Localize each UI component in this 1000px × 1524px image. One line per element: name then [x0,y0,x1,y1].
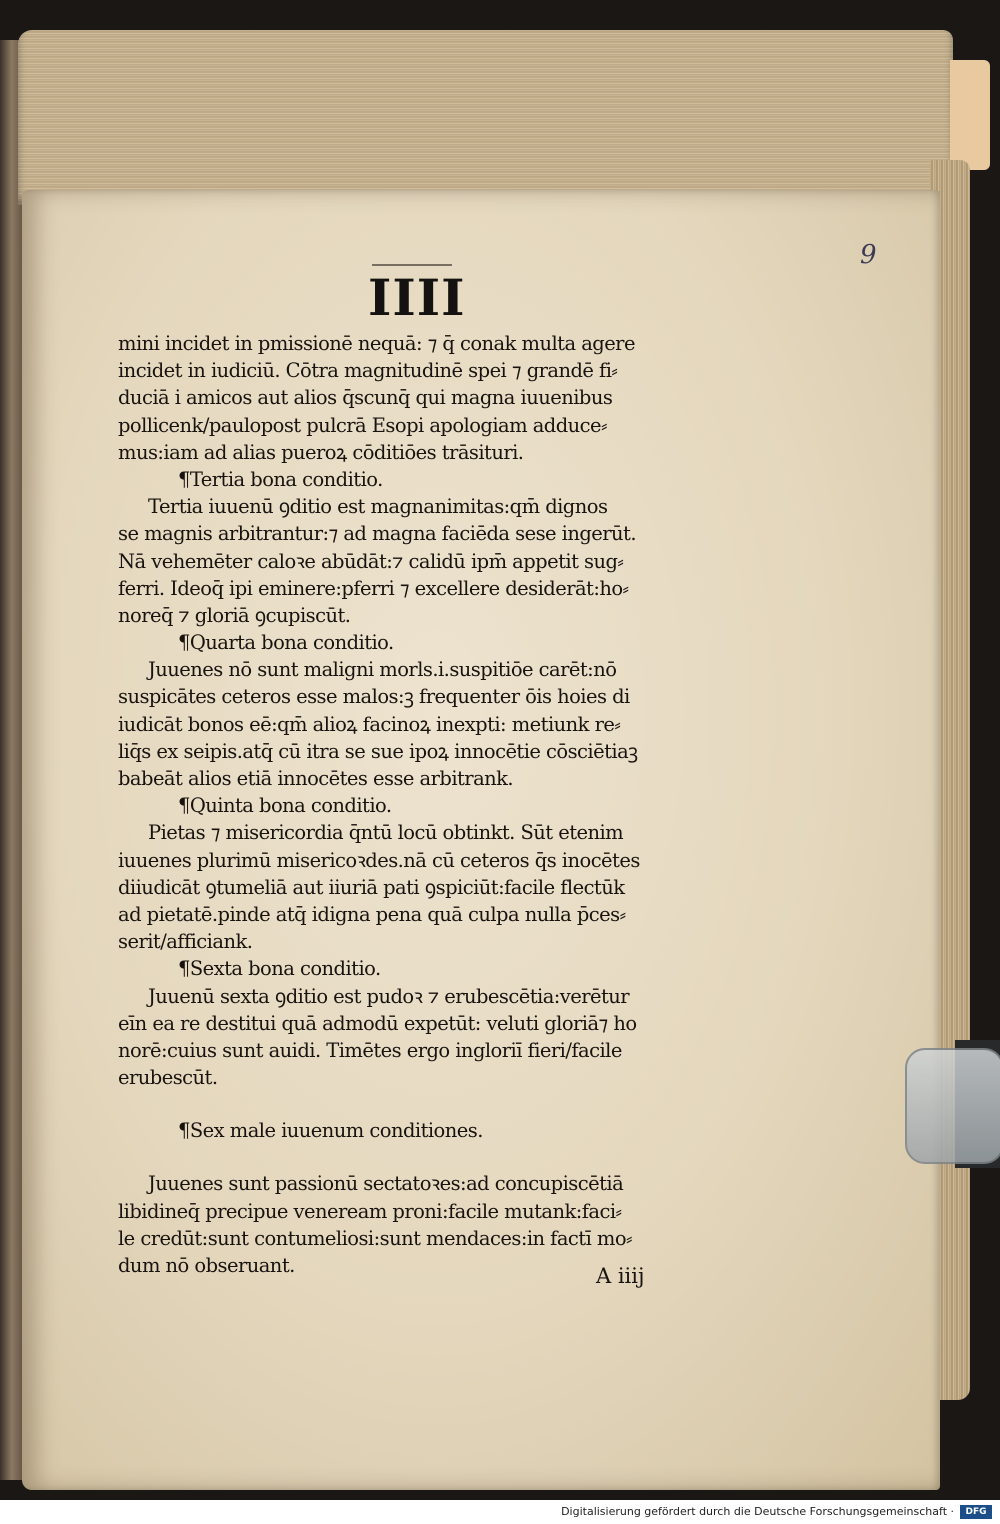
footer-credit: Digitalisierung gefördert durch die Deutsche Forschungsgemeinschaft · [561,1505,954,1518]
text-line: se magnis arbitrantur:⁊ ad magna faciēda sese ingerūt. [118,522,636,546]
page-headline: IIII [368,268,466,327]
text-line: mus:iam ad alias pueroꝝ cōditiōes trāsituri. [118,440,524,464]
text-line: noreq̄ ⁊ gloriā ꝯcupiscūt. [118,603,351,627]
paper-slip [950,60,990,170]
text-line: dum nō obseruant. [118,1254,295,1277]
section-heading: ¶Sexta bona conditio. [178,957,381,981]
text-line: pollicenk/paulopost pulcrā Esopi apologiam adduce⸗ [118,413,607,437]
text-line: babeāt alios etiā innocētes esse arbitrank. [118,767,514,790]
text-line: iudicāt bonos eē:qm̄ alioꝝ facinoꝝ inexpti: metiunk re⸗ [118,712,621,736]
text-line: Juuenū sexta ꝯditio est pudoꝛ ⁊ erubescētia:verētur [148,984,630,1008]
headline-rule [372,264,452,266]
dfg-logo: DFG [960,1505,992,1519]
body-text [118,330,718,1279]
signature-mark: A iiij [596,1264,645,1288]
text-line: Juuenes nō sunt maligni morls.i.suspitiōe carēt:nō [148,658,617,682]
text-line: ad pietatē.pinde atq̄ idigna pena quā culpa nulla p̄ces⸗ [118,902,626,926]
text-line: eīn ea re destitui quā admodū expetūt: veluti gloriā⁊ ho [118,1011,637,1035]
text-line: mini incidet in pmissionē nequā: ⁊ q̄ conak multa agere [118,332,635,355]
text-line: libidineq̄ precipue veneream proni:facile mutank:faci⸗ [118,1199,622,1223]
text-line: Nā vehemēter caloꝛe abūdāt:⁊ calidū ipm̄ appetit sug⸗ [118,549,624,573]
section-heading: ¶Quinta bona conditio. [178,794,392,818]
text-line: norē:cuius sunt auidi. Timētes ergo ingloriī fieri/facile [118,1038,622,1062]
text-line: incidet in iudiciū. Cōtra magnitudinē spei ⁊ grandē fi⸗ [118,359,618,383]
text-line: ferri. Ideoq̄ ipi eminere:pferri ⁊ excellere desiderāt:ho⸗ [118,576,629,600]
text-line: iuuenes plurimū misericoꝛdes.nā cū ceteros q̄s inocētes [118,848,640,872]
section-heading: ¶Tertia bona conditio. [178,467,383,491]
text-line: suspicātes ceteros esse malos:ꝫ frequenter ōis hoies di [118,685,630,709]
book-clip [905,1048,1000,1164]
text-line: diiudicāt ꝯtumeliā aut iiuriā pati ꝯspiciūt:facile flectūk [118,875,625,899]
section-heading: ¶Sex male iuuenum conditiones. [178,1119,483,1143]
text-line: liq̄s ex seipis.atq̄ cū itra se sue ipoꝝ innocētie cōsciētiaꝫ [118,739,638,763]
text-line: erubescūt. [118,1066,218,1090]
text-line: duciā i amicos aut alios q̄scunq̄ qui magna iuuenibus [118,386,613,410]
footer-bar [0,1500,1000,1524]
folio-number: 9 [860,240,877,270]
text-line: serit/afficiank. [118,930,253,954]
line-gap [118,1091,718,1117]
page-edges-top [18,30,953,205]
text-line: le credūt:sunt contumeliosi:sunt mendaces:in factī mo⸗ [118,1226,632,1250]
section-heading: ¶Quarta bona conditio. [178,631,394,655]
line-gap [118,1144,718,1170]
text-line: Tertia iuuenū ꝯditio est magnanimitas:qm̄ dignos [148,495,608,519]
text-line: Juuenes sunt passionū sectatoꝛes:ad concupiscētiā [148,1172,624,1196]
text-line: Pietas ⁊ misericordia q̄ntū locū obtinkt. Sūt etenim [148,821,624,845]
